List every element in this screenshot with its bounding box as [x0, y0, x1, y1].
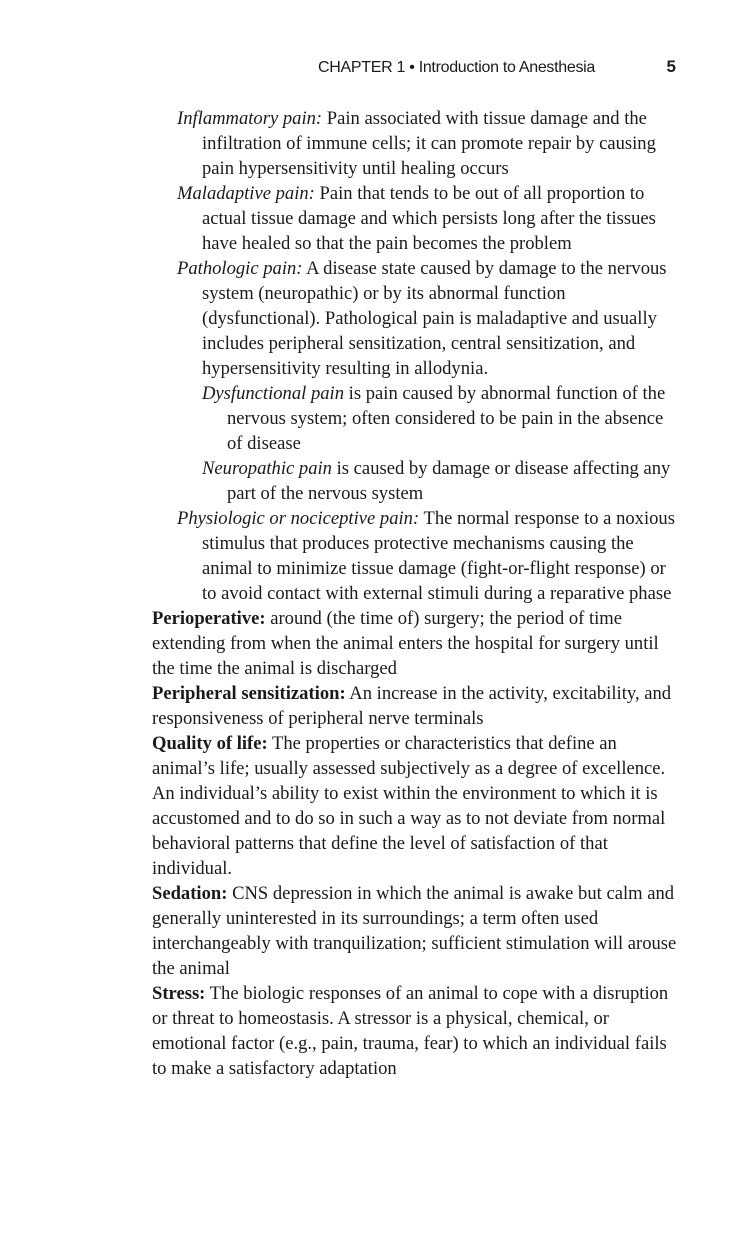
- glossary-definition: Pain associated with tissue damage and the infiltration of immune cells; it can promote repair by causing pain hypersensitivity until healing occurs: [202, 108, 656, 179]
- glossary-entry-dysfunctional-pain: [202, 381, 680, 456]
- glossary-term: Stress:: [152, 983, 206, 1004]
- glossary-entry-quality-of-life: [152, 731, 680, 881]
- glossary-definition: An increase in the activity, excitability, and responsiveness of peripheral nerve terminals: [152, 683, 672, 729]
- glossary-entry-inflammatory-pain: [177, 106, 680, 181]
- glossary-entry-maladaptive-pain: [177, 181, 680, 256]
- glossary-entry-sedation: [152, 881, 680, 981]
- chapter-title: CHAPTER 1 • Introduction to Anesthesia: [318, 59, 596, 76]
- glossary-term: Perioperative:: [152, 608, 266, 629]
- glossary-term: Sedation:: [152, 883, 228, 904]
- glossary-definition: A disease state caused by damage to the nervous system (neuropathic) or by its abnormal function (dysfunctional). Pathological pain is maladaptive and usually includes peripheral sensitization, central sensitization, and hypersensitivity resulting in allodynia.: [202, 258, 667, 379]
- glossary-term: Neuropathic pain: [202, 458, 332, 479]
- glossary-term: Physiologic or nociceptive pain:: [177, 508, 420, 529]
- glossary-definition: CNS depression in which the animal is awake but calm and generally uninterested in its surroundings; a term often used interchangeably with tranquilization; sufficient stimulation will arouse the animal: [152, 883, 677, 979]
- glossary-definition: around (the time of) surgery; the period of time extending from when the animal enters the hospital for surgery until the time the animal is discharged: [152, 608, 659, 679]
- glossary-term: Dysfunctional pain: [202, 383, 345, 404]
- glossary-definition: is caused by damage or disease affecting any part of the nervous system: [227, 458, 671, 504]
- glossary-body: [152, 106, 680, 1081]
- glossary-definition: The biologic responses of an animal to cope with a disruption or threat to homeostasis. A stressor is a physical, chemical, or emotional factor (e.g., pain, trauma, fear) to which an individual fails to make a satisfactory adaptation: [152, 983, 669, 1079]
- glossary-term: Peripheral sensitization:: [152, 683, 346, 704]
- glossary-entry-perioperative: [152, 606, 680, 681]
- glossary-entry-neuropathic-pain: [202, 456, 680, 506]
- page-number: 5: [666, 57, 676, 76]
- glossary-term: Quality of life:: [152, 733, 268, 754]
- glossary-entry-stress: [152, 981, 680, 1081]
- glossary-term: Maladaptive pain:: [177, 183, 315, 204]
- glossary-definition: The normal response to a noxious stimulus that produces protective mechanisms causing the animal to minimize tissue damage (fight-or-flight response) or to avoid contact with external stimuli during a reparative phase: [202, 508, 675, 604]
- running-header: [318, 57, 678, 81]
- glossary-entry-physiologic-pain: [177, 506, 680, 606]
- glossary-term: Pathologic pain:: [177, 258, 303, 279]
- glossary-entry-peripheral-sensitization: [152, 681, 680, 731]
- glossary-definition: is pain caused by abnormal function of the nervous system; often considered to be pain in the absence of disease: [227, 383, 666, 454]
- glossary-definition: The properties or characteristics that define an animal’s life; usually assessed subjectively as a degree of excellence. An individual’s ability to exist within the environment to which it is accustomed and to do so in such a way as to not deviate from normal behavioral patterns that define the level of satisfaction of that individual.: [152, 733, 666, 879]
- glossary-entry-pathologic-pain: [177, 256, 680, 381]
- glossary-definition: Pain that tends to be out of all proportion to actual tissue damage and which persists long after the tissues have healed so that the pain becomes the problem: [202, 183, 656, 254]
- glossary-term: Inflammatory pain:: [177, 108, 323, 129]
